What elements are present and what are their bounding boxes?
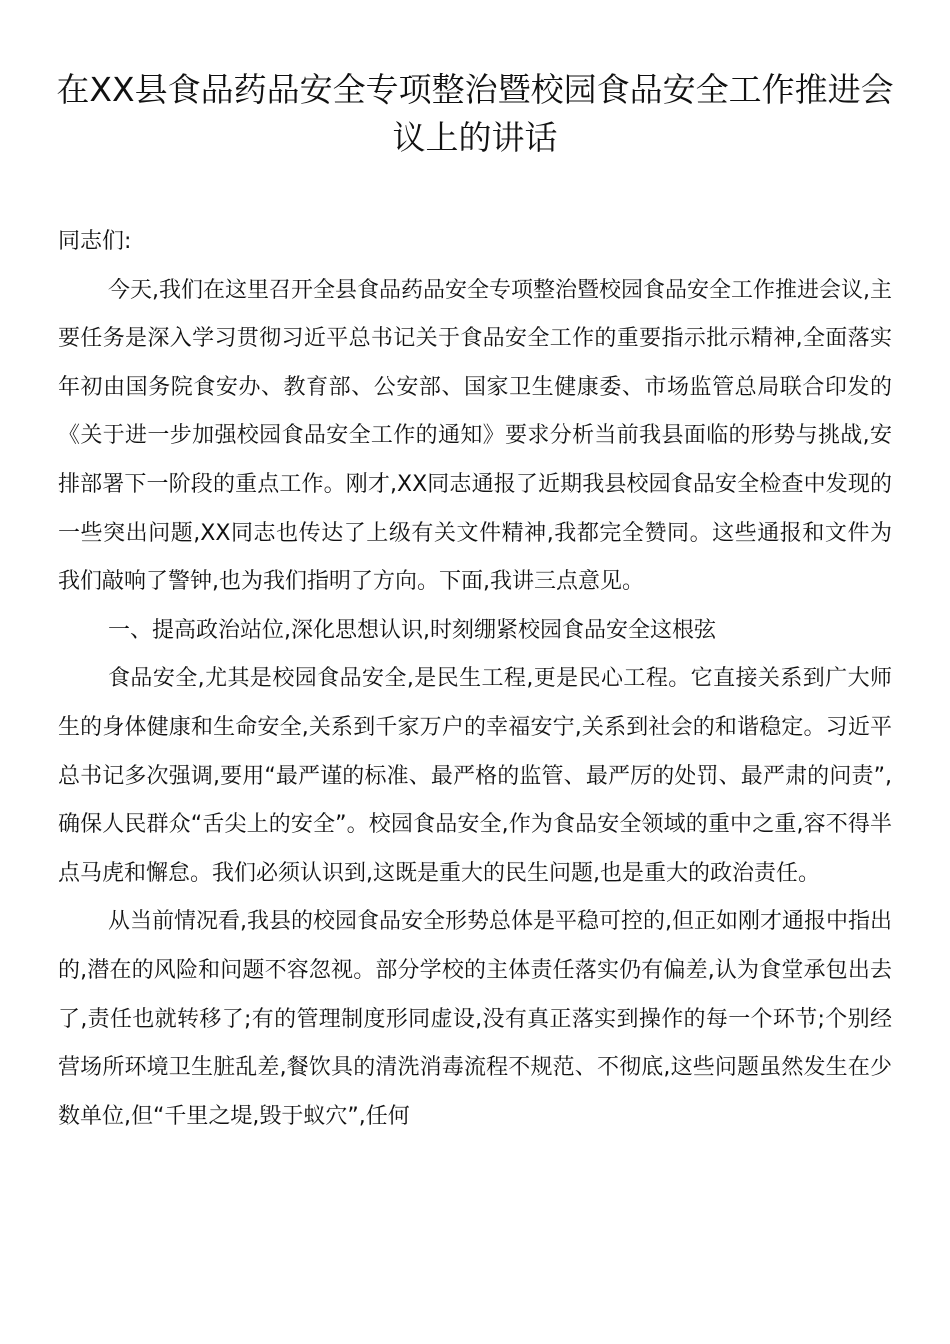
section-heading-1: 一、提高政治站位,深化思想认识,时刻绷紧校园食品安全这根弦 bbox=[108, 617, 716, 643]
paragraph-opening: 今天,我们在这里召开全县食品药品安全专项整治暨校园食品安全工作推进会议,主要任务是深入学习贯彻习近平总书记关于食品安全工作的重要指示批示精神,全面落实年初由国务院食安办、教育部、公安部、国家卫生健康委、市场监管总局联合印发的《关于进一步加强校园食品安全工作的通知》要求分析当前我县面临的形势与挑战,安排部署下一阶段的重点工作。刚才,XX同志通报了近期我县校园食品安全检查中发现的一些突出问题,XX同志也传达了上级有关文件精神,我都完全赞同。这些通报和文件为我们敲响了警钟,也为我们指明了方向。下面,我讲三点意见。 bbox=[58, 277, 892, 595]
salutation: 同志们: bbox=[58, 229, 132, 254]
paragraph-food-safety: 食品安全,尤其是校园食品安全,是民生工程,更是民心工程。它直接关系到广大师生的身体健康和生命安全,关系到千家万户的幸福安宁,关系到社会的和谐稳定。习近平总书记多次强调,要用“最严谨的标准、最严格的监管、最严厉的处罚、最严肃的问责”,确保人民群众“舌尖上的安全”。校园食品安全,作为食品安全领域的重中之重,容不得半点马虎和懈怠。我们必须认识到,这既是重大的民生问题,也是重大的政治责任。 bbox=[58, 666, 892, 886]
paragraph-current-situation: 从当前情况看,我县的校园食品安全形势总体是平稳可控的,但正如刚才通报中指出的,潜在的风险和问题不容忽视。部分学校的主体责任落实仍有偏差,认为食堂承包出去了,责任也就转移了;有的管理制度形同虚设,没有真正落实到操作的每一个环节;个别经营场所环境卫生脏乱差,餐饮具的清洗消毒流程不规范、不彻底,这些问题虽然发生在少数单位,但“千里之堤,毁于蚁穴”,任何 bbox=[58, 909, 892, 1129]
document-body bbox=[58, 218, 892, 1141]
document-title: 在XX县食品药品安全专项整治暨校园食品安全工作推进会议上的讲话 bbox=[56, 70, 894, 157]
